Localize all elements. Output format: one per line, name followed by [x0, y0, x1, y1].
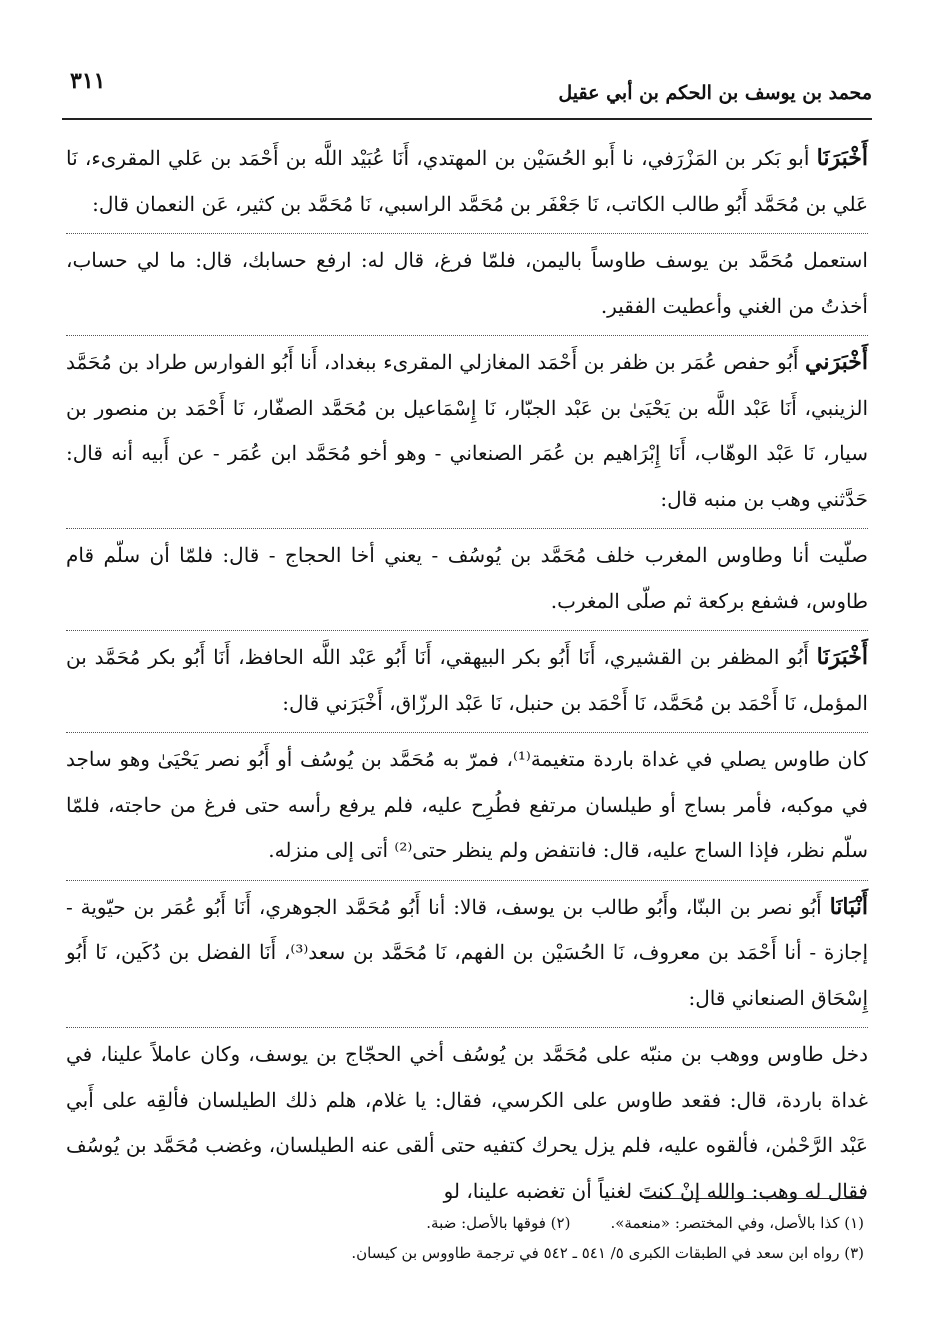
- paragraph-8-text: دخل طاوس ووهب بن منبّه على مُحَمَّد بن يُوسُف أخي الحجّاج بن يوسف، وكان عاملاً علينا، في غداة باردة، قال: فقعد طاوس على الكرسي، فقال: يا غلام، هلم ذلك الطيلسان فألقِه على أَبي عَبْد الرَّحْمٰن، فألقوه عليه، فلم يزل يحرك كتفيه حتى ألقى عنه الطيلسان، وغضب مُحَمَّد بن يُوسُف فقال له وهب: والله إنْ كنتَ لغنياً أن تغضبه علينا، لو: [66, 1042, 868, 1203]
- paragraph-6: [66, 732, 868, 874]
- paragraph-6-text: كان طاوس يصلي في غداة باردة متغيمة⁽¹⁾، فمرّ به مُحَمَّد بن يُوسُف أو أَبُو نصر يَحْيَىٰ وهو ساجد في موكبه، فأمر بساج أو طيلسان مرتفع فطُرِح عليه، فلم يرفع رأسه حتى فرغ من حاجته، فلمّا سلّم نظر، فإذا الساج عليه، قال: فانتفض ولم ينظر حتى⁽²⁾ أتى إلى منزله.: [66, 747, 868, 862]
- main-text: [66, 136, 868, 1214]
- footnote-1: (١) كذا بالأصل، وفي المختصر: «منعمة».: [610, 1214, 864, 1232]
- paragraph-3: [66, 335, 868, 522]
- page-number: ٣١١: [70, 68, 106, 94]
- paragraph-2-text: استعمل مُحَمَّد بن يوسف طاوساً باليمن، فلمّا فرغ، قال له: ارفع حسابك، قال: ما لي حساب، أخذتُ من الغني وأعطيت الفقير.: [66, 248, 868, 318]
- running-title: محمد بن يوسف بن الحكم بن أبي عقيل: [558, 82, 872, 104]
- paragraph-3-lead: أَخْبَرَني: [805, 349, 868, 375]
- paragraph-7-lead: أَنْبَانَا: [829, 893, 868, 920]
- paragraph-5-text: أَبُو المظفر بن القشيري، أَنَا أَبُو بكر البيهقي، أَنَا أَبُو عَبْد اللَّه الحافظ، أَنَا أَبُو بكر مُحَمَّد بن المؤمل، نَا أَحْمَد بن مُحَمَّد، نَا أَحْمَد بن حنبل، نَا عَبْد الرزّاق، أَخْبَرَني قال:: [66, 645, 868, 715]
- paragraph-3-text: أَبُو حفص عُمَر بن ظفر بن أَحْمَد المغازلي المقرىء ببغداد، أَنا أَبُو الفوارس طراد بن مُحَمَّد الزينبي، أَنَا عَبْد اللَّه بن يَحْيَىٰ بن عَبْد الجبّار، نَا إِسْمَاعيل بن مُحَمَّد الصفّار، نَا أَحْمَد بن منصور بن سيار، نَا عَبْد الوهّاب، أَنَا إِبْرَاهيم بن عُمَر الصنعاني - وهو أخو مُحَمَّد ابن عُمَر - عن أَبيه أنه قال: حَدَّثني وهب بن منبه قال:: [66, 350, 868, 511]
- paragraph-2: [66, 233, 868, 329]
- paragraph-7: [66, 880, 868, 1022]
- footnote-2: (٢) فوقها بالأصل: ضبة.: [426, 1214, 571, 1232]
- footnotes: [70, 1208, 864, 1268]
- footnote-divider: [644, 1198, 864, 1199]
- paragraph-4: [66, 528, 868, 624]
- paragraph-8: [66, 1027, 868, 1214]
- footnote-3: (٣) رواه ابن سعد في الطبقات الكبرى ٥/ ٥٤١ ـ ٥٤٢ في ترجمة طاووس بن كيسان.: [351, 1244, 864, 1262]
- page-header: [62, 62, 872, 120]
- paragraph-1-lead: أَخْبَرَنَا: [816, 145, 868, 171]
- paragraph-1: [66, 136, 868, 227]
- paragraph-7-text: أَبُو نصر بن البنّا، وأَبُو طالب بن يوسف، قالا: أنا أَبُو مُحَمَّد الجوهري، أَنَا أَبُو عُمَر بن حيّوية - إجازة - أنا أَحْمَد بن معروف، نَا الحُسَيْن بن الفهم، نَا مُحَمَّد بن سعد⁽³⁾، أَنَا الفضل بن دُكَين، نَا أَبُو إِسْحَاق الصنعاني قال:: [66, 894, 868, 1010]
- paragraph-5-lead: أَخْبَرَنَا: [816, 644, 868, 670]
- paragraph-5: [66, 630, 868, 726]
- paragraph-1-text: أبو بَكر بن المَزْرَفي، نا أَبو الحُسَيْن بن المهتدي، أَنَا عُبَيْد اللَّه بن أَحْمَد بن عَلي المقرىء، نَا عَلي بن مُحَمَّد أَبُو طالب الكاتب، نَا جَعْفَر بن مُحَمَّد الراسبي، نَا مُحَمَّد بن كثير، عَن النعمان قال:: [66, 146, 868, 216]
- paragraph-4-text: صلّيت أنا وطاوس المغرب خلف مُحَمَّد بن يُوسُف - يعني أخا الحجاج - قال: فلمّا أن سلّم قام طاوس، فشفع بركعة ثم صلّى المغرب.: [66, 543, 868, 613]
